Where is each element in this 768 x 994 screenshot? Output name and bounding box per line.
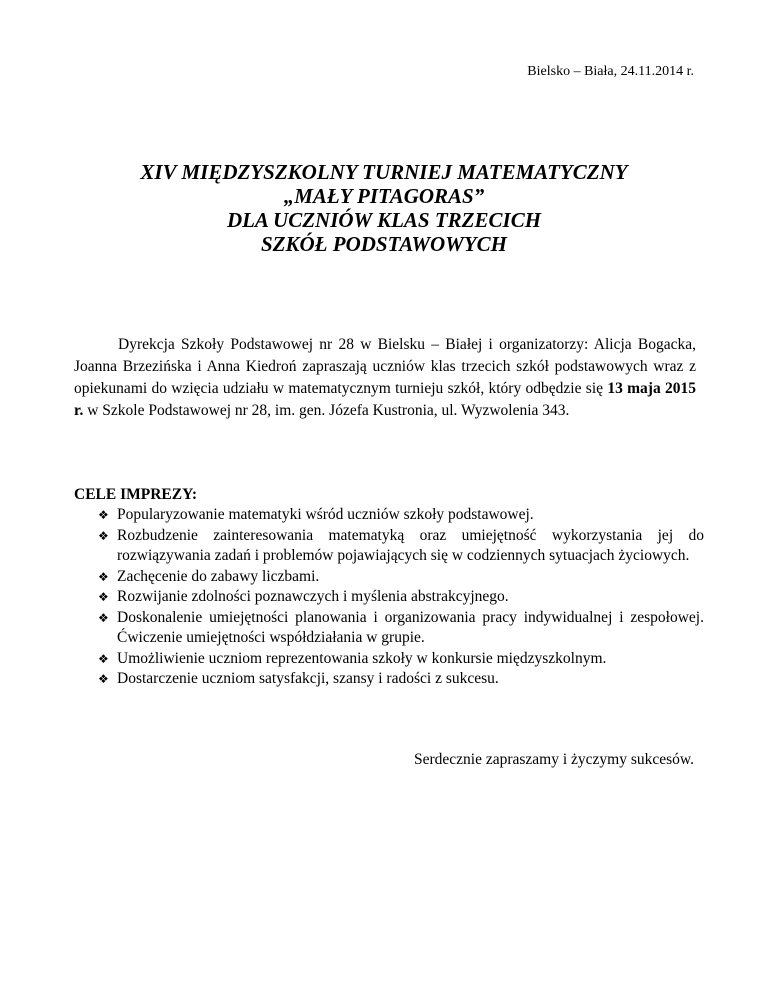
intro-text-after: w Szkole Podstawowej nr 28, im. gen. Józefa Kustronia, ul. Wyzwolenia 343. [83,402,570,419]
goal-item [74,567,704,588]
intro-text [74,334,696,422]
diamond-bullet-icon: ❖ [98,672,109,686]
diamond-bullet-icon: ❖ [98,569,109,584]
goal-item [74,608,704,649]
goal-item [74,649,704,670]
title-line-2: „MAŁY PITAGORAS” [283,184,485,208]
goal-text: Popularyzowanie matematyki wśród uczniów szkoły podstawowej. [117,506,534,523]
goals-heading: CELE IMPREZY: [74,486,198,503]
diamond-bullet-icon: ❖ [98,590,109,604]
title-line-4: SZKÓŁ PODSTAWOWYCH [260,232,508,256]
event-date: 13 maja 2015 r. [74,380,696,419]
date-place: Bielsko – Biała, 24.11.2014 r. [527,64,694,79]
goal-text: Dostarczenie uczniom satysfakcji, szansy i radości z sukcesu. [117,670,499,687]
goals-list [74,505,704,690]
diamond-bullet-icon: ❖ [98,508,109,522]
goal-item [74,526,704,567]
goal-text: Umożliwienie uczniom reprezentowania szkoły w konkursie międzyszkolnym. [117,649,607,667]
goal-item [74,587,704,608]
title-line-1: XIV MIĘDZYSZKOLNY TURNIEJ MATEMATYCZNY [140,160,628,184]
diamond-bullet-icon: ❖ [98,610,109,625]
diamond-bullet-icon: ❖ [98,528,109,543]
intro-paragraph [74,334,696,422]
title-line-3: DLA UCZNIÓW KLAS TRZECICH [226,208,542,232]
document-title [0,160,768,256]
goal-text: Rozwijanie zdolności poznawczych i myślenia abstrakcyjnego. [117,588,509,605]
closing-line: Serdecznie zapraszamy i życzymy sukcesów. [413,751,694,768]
goals-section [74,484,704,690]
diamond-bullet-icon: ❖ [98,651,109,666]
goal-text: Doskonalenie umiejętności planowania i organizowania pracy indywidualnej i zespołowej. Ćwiczenie umiejętności współdziałania w grupie. [117,608,704,646]
goal-item [74,505,704,526]
goal-text: Rozbudzenie zainteresowania matematyką oraz umiejętność wykorzystania jej do rozwiązywania zadań i problemów pojawiających się w codziennych sytuacjach życiowych. [117,526,704,564]
intro-text-before: Dyrekcja Szkoły Podstawowej nr 28 w Bielsku – Białej i organizatorzy: Alicja Bogacka, Joanna Brzezińska i Anna Kiedroń zapraszają uczniów klas trzecich szkół podstawowych wraz z opiekunami do wzięcia udziału w matematycznym turnieju szkół, który odbędzie się [74,336,696,397]
goal-item [74,669,704,690]
goal-text: Zachęcenie do zabawy liczbami. [117,567,320,585]
